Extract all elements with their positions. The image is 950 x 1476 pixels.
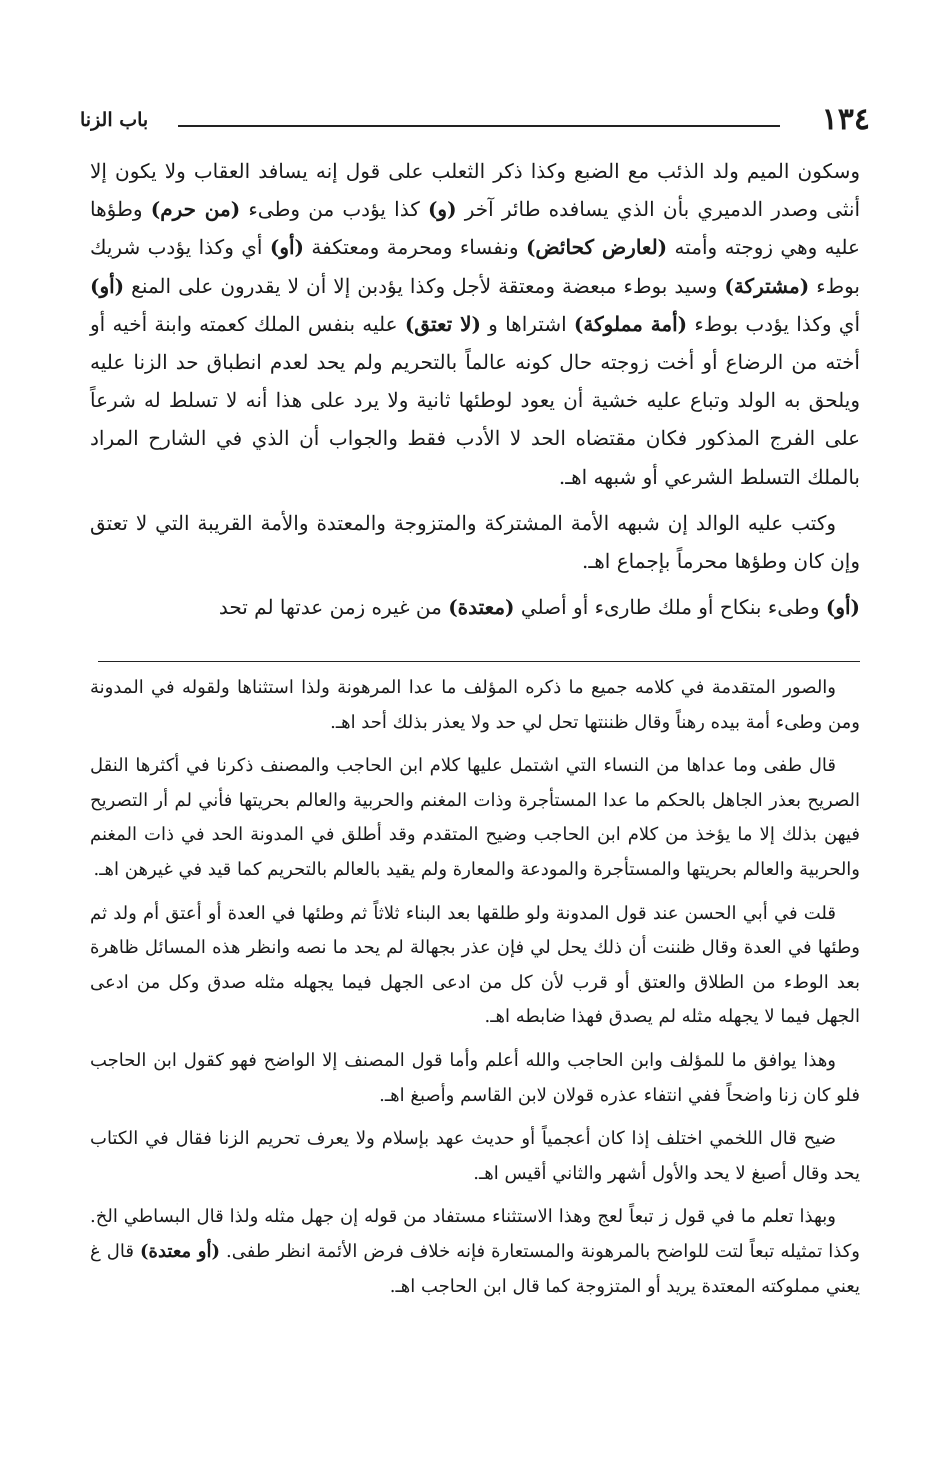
main-text (90, 152, 860, 626)
keyword: (أو) (90, 273, 125, 298)
keyword: (و) (427, 197, 457, 222)
footnote-paragraph-3: قلت في أبي الحسن عند قول المدونة ولو طلقها بعد البناء ثلاثاً ثم وطئها في العدة أو أعتق أم ولد ثم وطئها في العدة وقال ظننت أن ذلك يحل لي فإن عذر بجهالة لم يحد ما نصه وانظر هذه المسائل ظاهرة بعد الوطء من الطلاق والعتق أو قرب لأن كل من ادعى الجهل فيما يجهله مثله صدق وكل من ادعى الجهل فيما لا يجهله مثله لم يصدق فهذا ضابطه اهـ. (90, 902, 860, 1028)
keyword: (من حرم) (150, 197, 241, 222)
main-paragraph-3: (أو) وطىء بنكاح أو ملك طارىء أو أصلي (معتدة) من غيره زمن عدتها لم تحد (218, 595, 860, 620)
main-paragraph-1: وسكون الميم ولد الذئب مع الضبع وكذا ذكر الثعلب على قول إنه يسافد العقاب ولا يكون إلا أنثى وصدر الدميري بأن الذي يسافده طائر آخر (و) كذا يؤدب من وطىء (من حرم) وطؤها عليه وهي زوجته وأمته (لعارض كحائض) ونفساء ومحرمة ومعتكفة (أو) أي وكذا يؤدب شريك بوطء (مشتركة) وسيد بوطء مبعضة ومعتقة لأجل وكذا يؤدبن إلا أن لا يقدرون على المنع (أو) أي وكذا يؤدب بوطء (أمة مملوكة) اشتراها و (لا تعتق) عليه بنفس الملك كعمته وابنة أخيه أو أخته من الرضاع أو أخت زوجته حال كونه عالماً بالتحريم ولم يحد لعدم انطباق حد الزنا عليه ويلحق به الولد وتباع عليه خشية أن يعود لوطئها ثانية ولا يرد على هذا أنه لا تسلط له شرعاً على الفرج المذكور فكان مقتضاه الحد لا الأدب فقط والجواب أن الذي في الشارح المراد بالملك التسلط الشرعي أو شبهه اهـ. (90, 159, 861, 489)
page-number: ١٣٤ (821, 102, 870, 137)
keyword: (أو) (825, 595, 860, 620)
header-rule (178, 125, 780, 127)
main-paragraph-2: وكتب عليه الوالد إن شبهه الأمة المشتركة والمتزوجة والمعتدة والأمة القريبة التي لا تعتق وإن كان وطؤها محرماً بإجماع اهـ. (90, 510, 860, 574)
footnotes (90, 671, 860, 1304)
keyword: (أو) (269, 235, 304, 260)
footnote-paragraph-5: ضيح قال اللخمي اختلف إذا كان أعجمياً أو حديث عهد بإسلام ولا يعرف تحريم الزنا فقال في الكتاب يحد وقال أصبغ لا يحد والأول أشهر والثاني أقيس اهـ. (90, 1128, 860, 1184)
keyword: (لعارض كحائض) (525, 235, 668, 260)
keyword: (معتدة) (448, 595, 515, 620)
footnote-paragraph-1: والصور المتقدمة في كلامه جميع ما ذكره المؤلف ما عدا المرهونة ولذا استثناها ولقوله في المدونة ومن وطىء أمة بيده رهناً وقال ظننتها تحل لي حد ولا يعذر بذلك أحد اهـ. (90, 677, 860, 733)
keyword: (مشتركة) (724, 273, 810, 298)
keyword: (أو معتدة) (140, 1240, 220, 1262)
keyword: (أمة مملوكة) (573, 311, 688, 336)
running-header (80, 100, 870, 140)
footnote-separator (98, 661, 860, 662)
chapter-title: باب الزنا (80, 109, 149, 131)
keyword: (لا تعتق) (404, 311, 481, 336)
footnote-paragraph-4: وهذا يوافق ما للمؤلف وابن الحاجب والله أعلم وأما قول المصنف إلا الواضح فهو كقول ابن الحاجب فلو كان زنا واضحاً ففي انتفاء عذره قولان لابن القاسم وأصبغ اهـ. (90, 1049, 860, 1106)
footnote-paragraph-2: قال طفى وما عداها من النساء التي اشتمل عليها كلام ابن الحاجب والمصنف ذكرنا في أكثرها النقل الصريح بعذر الجاهل بالحكم ما عدا المستأجرة وذات المغنم والحربية والعالم بحريتها فأني لم أر التصريح فيهن بذلك إلا ما يؤخذ من كلام ابن الحاجب وضيح المتقدم وقد أطلق في المدونة الحد في ذات المغنم والحربية والعالم بحريتها والمستأجرة والمودعة والمعارة ولم يقيد بالعالم بالتحريم كما قيد في غيرهن اهـ. (90, 755, 860, 880)
footnote-paragraph-6: وبهذا تعلم ما في قول ز تبعاً لعج وهذا الاستثناء مستفاد من قوله إن جهل مثله ولذا قال البساطي الخ. وكذا تمثيله تبعاً لتت للواضح بالمرهونة والمستعارة فإنه خلاف فرض الأئمة انظر طفى. (أو معتدة) قال غ يعني مملوكته المعتدة يريد أو المتزوجة كما قال ابن الحاجب اهـ. (90, 1206, 860, 1297)
